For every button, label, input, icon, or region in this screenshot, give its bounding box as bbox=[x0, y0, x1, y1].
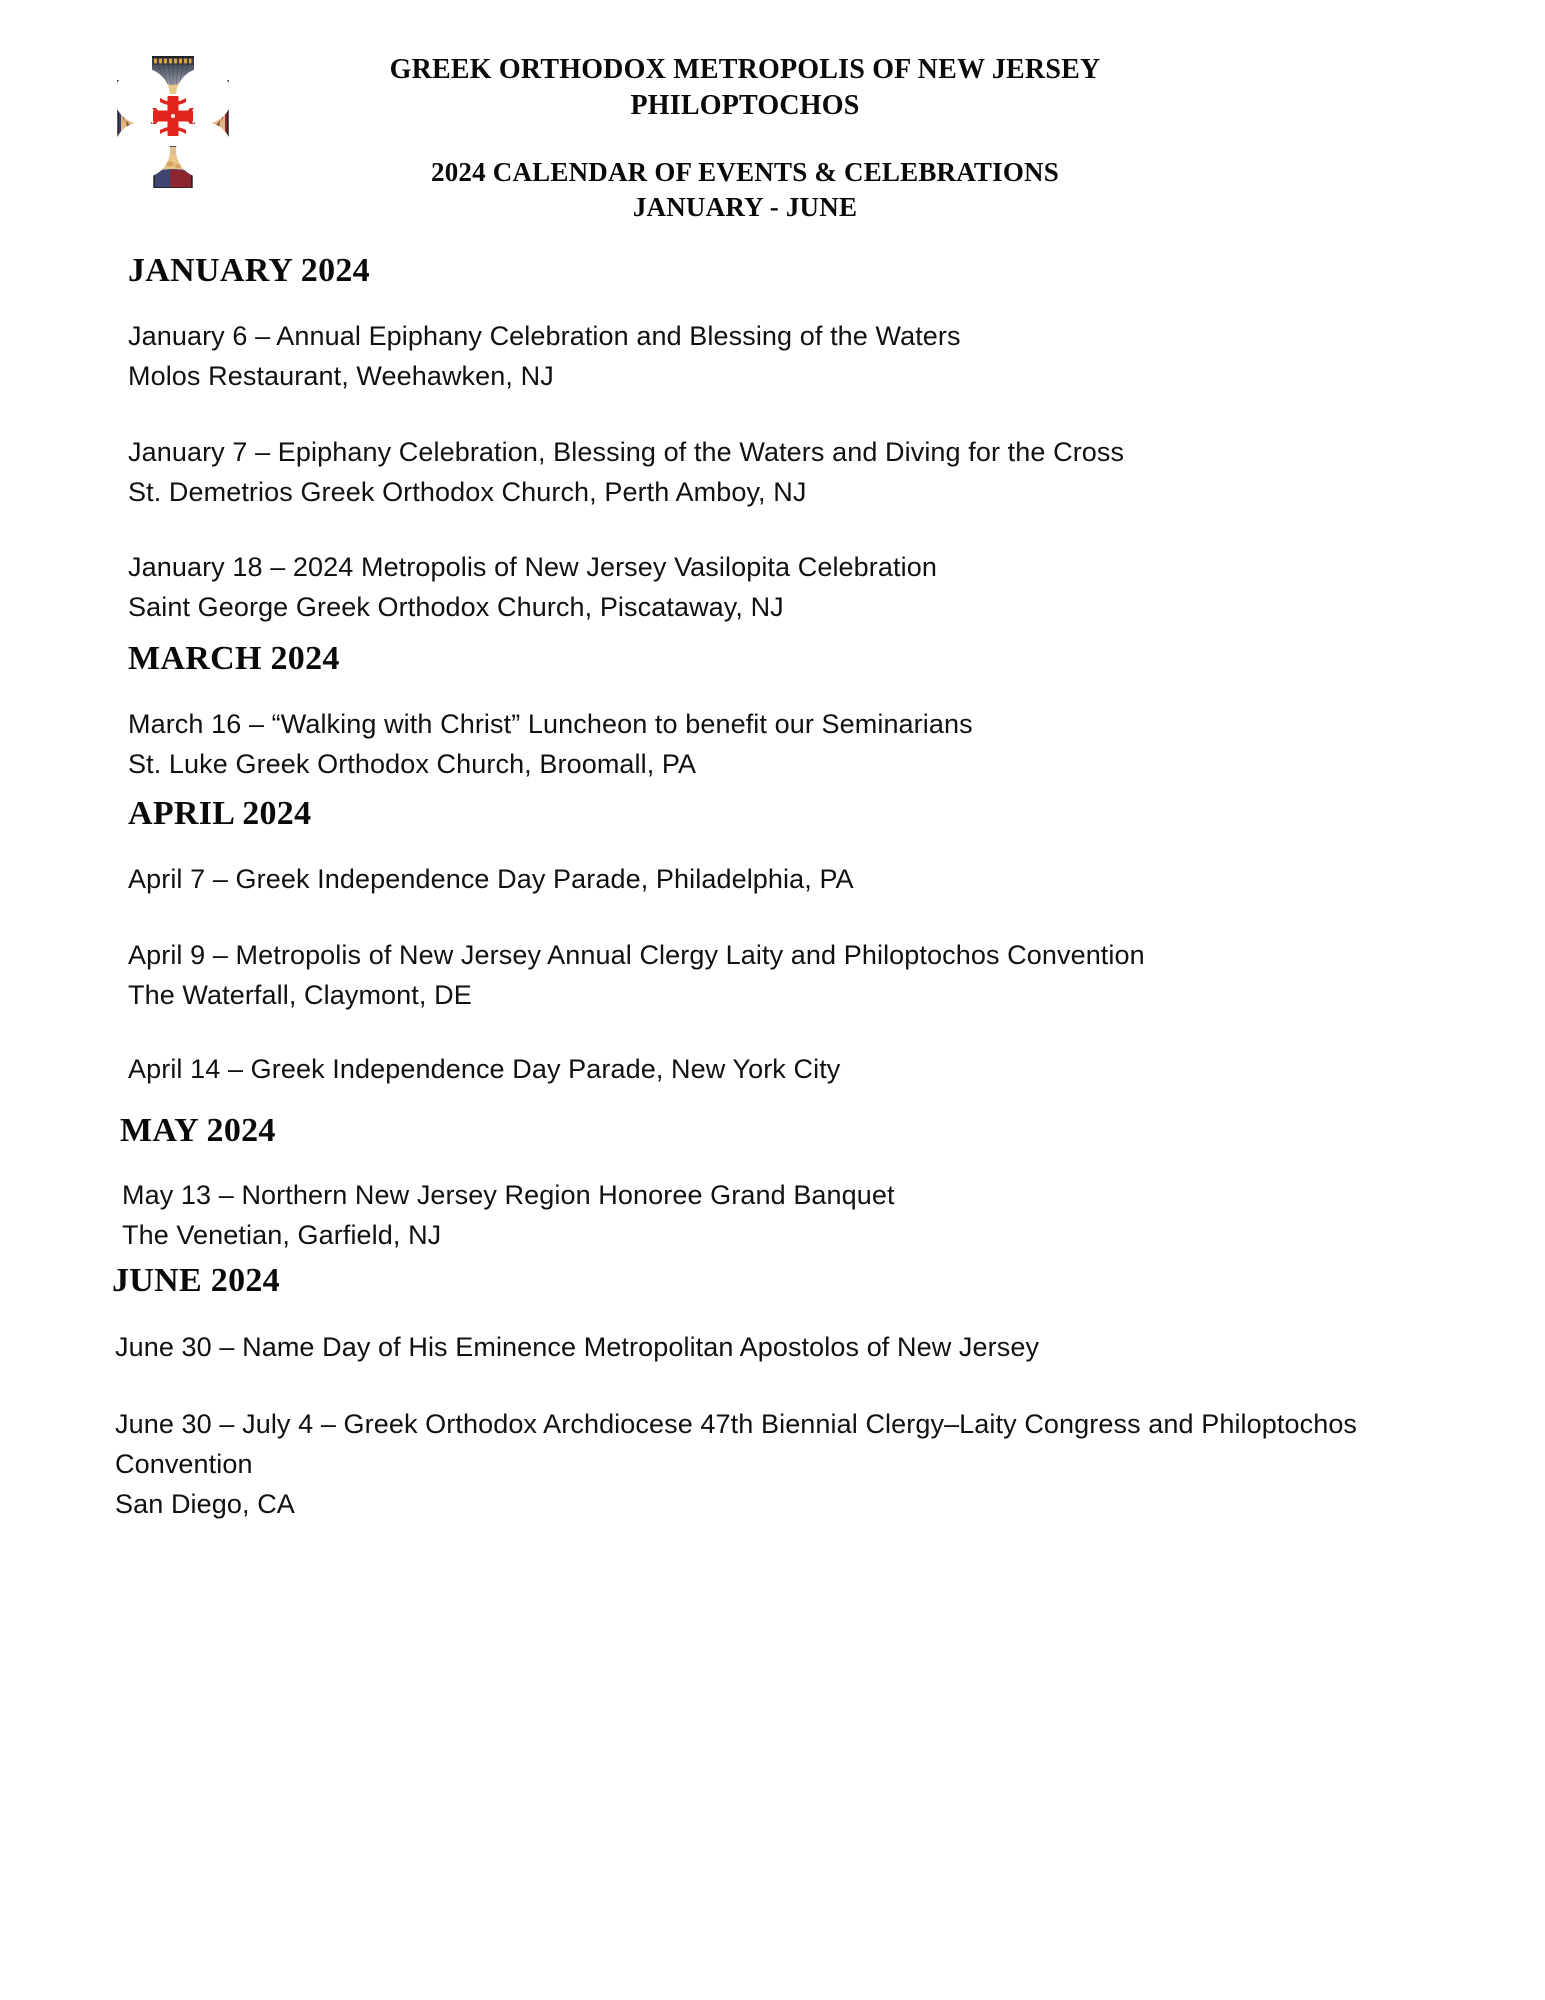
event-location: St. Luke Greek Orthodox Church, Broomall, PA bbox=[128, 748, 697, 779]
event-location: St. Demetrios Greek Orthodox Church, Perth Amboy, NJ bbox=[128, 476, 807, 507]
month-heading-march: MARCH 2024 bbox=[128, 640, 340, 677]
event-location: Saint George Greek Orthodox Church, Piscataway, NJ bbox=[128, 591, 784, 622]
event-title: April 7 – Greek Independence Day Parade, Philadelphia, PA bbox=[128, 864, 854, 894]
document-header bbox=[0, 0, 1545, 240]
event-title: January 18 – 2024 Metropolis of New Jersey Vasilopita Celebration bbox=[128, 552, 937, 582]
event-location: The Venetian, Garfield, NJ bbox=[122, 1219, 442, 1250]
event-title: April 14 – Greek Independence Day Parade, New York City bbox=[128, 1054, 841, 1084]
event-title: June 30 – July 4 – Greek Orthodox Archdiocese 47th Biennial Clergy–Laity Congress and Philoptochos Convention bbox=[115, 1409, 1358, 1479]
metropolis-cross-logo bbox=[108, 46, 238, 194]
month-heading-june: JUNE 2024 bbox=[112, 1262, 280, 1299]
event-january-7 bbox=[128, 433, 1545, 513]
month-heading-april: APRIL 2024 bbox=[128, 795, 312, 832]
cross-icon bbox=[108, 46, 238, 194]
event-april-9 bbox=[128, 936, 1545, 1016]
calendar-subtitle-line-2: JANUARY - JUNE bbox=[632, 191, 858, 222]
event-location: The Waterfall, Claymont, DE bbox=[128, 979, 472, 1010]
event-june-30-july-4 bbox=[115, 1405, 1435, 1525]
header-title-block bbox=[300, 52, 1190, 225]
event-title: January 6 – Annual Epiphany Celebration and Blessing of the Waters bbox=[128, 321, 961, 351]
event-april-14 bbox=[128, 1050, 1545, 1090]
event-may-13 bbox=[122, 1176, 1545, 1256]
event-title: May 13 – Northern New Jersey Region Honoree Grand Banquet bbox=[122, 1180, 895, 1210]
event-january-6 bbox=[128, 317, 1545, 397]
header-spacer bbox=[300, 125, 1190, 155]
organization-line-2: PHILOPTOCHOS bbox=[630, 90, 860, 122]
event-title: March 16 – “Walking with Christ” Luncheon to benefit our Seminarians bbox=[128, 709, 973, 739]
month-heading-january: JANUARY 2024 bbox=[128, 252, 370, 289]
event-title: April 9 – Metropolis of New Jersey Annual Clergy Laity and Philoptochos Convention bbox=[128, 940, 1145, 970]
event-january-18 bbox=[128, 548, 1545, 628]
event-april-7 bbox=[128, 860, 1545, 900]
event-title: January 7 – Epiphany Celebration, Blessing of the Waters and Diving for the Cross bbox=[128, 437, 1125, 467]
organization-line-1: GREEK ORTHODOX METROPOLIS OF NEW JERSEY bbox=[389, 54, 1101, 85]
event-june-30-nameday bbox=[115, 1328, 1545, 1368]
event-location: San Diego, CA bbox=[115, 1488, 295, 1519]
month-heading-may: MAY 2024 bbox=[120, 1112, 276, 1149]
event-location: Molos Restaurant, Weehawken, NJ bbox=[128, 360, 554, 391]
event-title: June 30 – Name Day of His Eminence Metropolitan Apostolos of New Jersey bbox=[115, 1332, 1040, 1362]
event-march-16 bbox=[128, 705, 1545, 785]
calendar-subtitle-line-1: 2024 CALENDAR OF EVENTS & CELEBRATIONS bbox=[431, 156, 1059, 187]
